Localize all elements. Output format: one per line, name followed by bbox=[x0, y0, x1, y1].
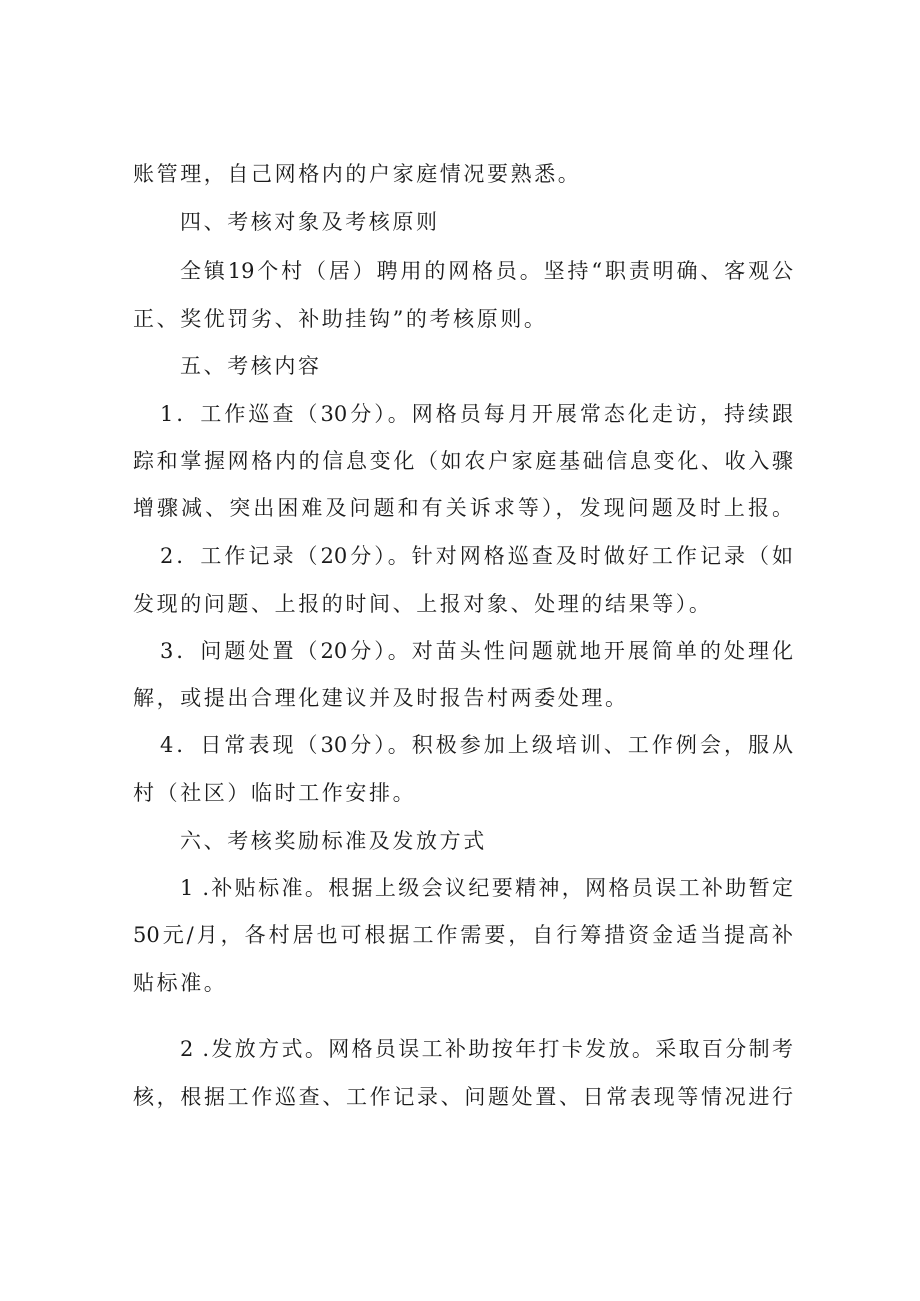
section-heading: 六、考核奖励标准及发放方式 bbox=[180, 829, 487, 853]
paragraph-line: 村（社区）临时工作安排。 bbox=[133, 781, 417, 805]
paragraph-line: 账管理，自己网格内的户家庭情况要熟悉。 bbox=[133, 162, 582, 186]
paragraph-line: 4．日常表现（30分）。积极参加上级培训、工作例会，服从 bbox=[160, 733, 793, 757]
paragraph-line: 3．问题处置（20分）。对苗头性问题就地开展简单的处理化 bbox=[160, 639, 793, 663]
section-heading: 四、考核对象及考核原则 bbox=[180, 210, 440, 234]
paragraph-line: 正、奖优罚劣、补助挂钩”的考核原则。 bbox=[133, 307, 548, 331]
paragraph-line: 贴标准。 bbox=[133, 971, 228, 995]
paragraph-line: 1 .补贴标准。根据上级会议纪要精神，网格员误工补助暂定 bbox=[180, 876, 793, 900]
paragraph-line: 1．工作巡查（30分）。网格员每月开展常态化走访，持续跟 bbox=[160, 402, 793, 426]
paragraph-line: 核，根据工作巡查、工作记录、问题处置、日常表现等情况进行 bbox=[133, 1085, 793, 1109]
paragraph-line: 全镇19个村（居）聘用的网格员。坚持“职责明确、客观公 bbox=[180, 259, 793, 283]
paragraph-line: 增骤减、突出困难及问题和有关诉求等），发现问题及时上报。 bbox=[133, 496, 793, 520]
paragraph-line: 解，或提出合理化建议并及时报告村两委处理。 bbox=[133, 686, 629, 710]
paragraph-line: 踪和掌握网格内的信息变化（如农户家庭基础信息变化、收入骤 bbox=[133, 449, 793, 473]
section-heading: 五、考核内容 bbox=[180, 354, 322, 378]
paragraph-line: 2．工作记录（20分）。针对网格巡查及时做好工作记录（如 bbox=[160, 544, 793, 568]
paragraph-line: 50元/月，各村居也可根据工作需要，自行筹措资金适当提高补 bbox=[133, 923, 793, 947]
paragraph-line: 2 .发放方式。网格员误工补助按年打卡发放。采取百分制考 bbox=[180, 1037, 793, 1061]
paragraph-line: 发现的问题、上报的时间、上报对象、处理的结果等）。 bbox=[133, 592, 713, 616]
